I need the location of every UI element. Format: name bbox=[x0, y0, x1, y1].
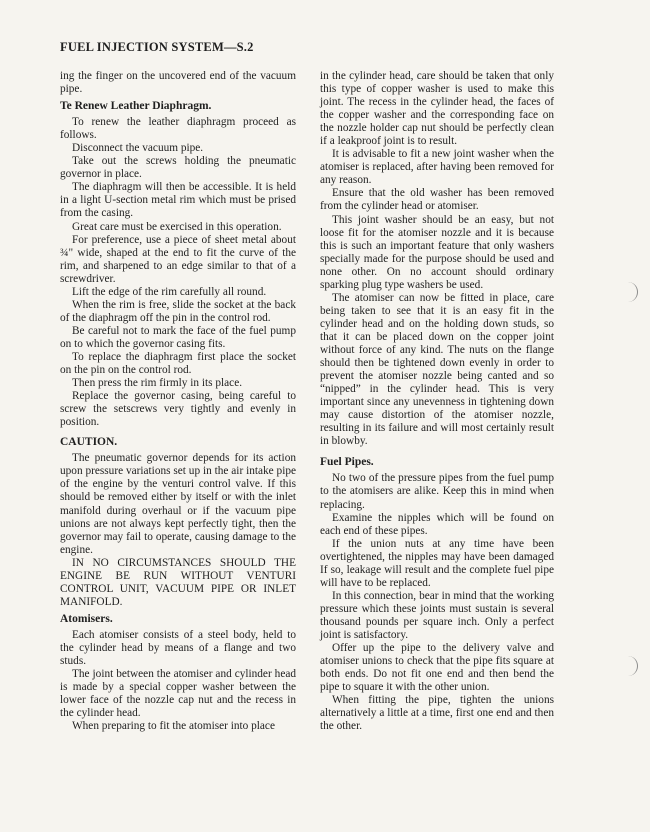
paragraph: The atomiser can now be fitted in place, care being taken to see that it is an easy fit in the cylinder head and on the holding down studs, so that it can be placed down on the copper joint without force of any kind. The nuts on the flange should then be tightened down evenly in order to prevent the atomiser nozzle being canted and so “nipped” in the cylinder head. This is very important since any unevenness in tightening down may cause distortion of the atomiser nozzle, resulting in its failure and will most certainly result in blowby. bbox=[320, 291, 554, 448]
paragraph: Be careful not to mark the face of the fuel pump on to which the governor casing fits. bbox=[60, 324, 296, 350]
section-heading: Te Renew Leather Diaphragm. bbox=[60, 100, 212, 113]
paragraph: The diaphragm will then be accessible. It is held in a light U-section metal rim which must be prised from the casing. bbox=[60, 181, 296, 220]
paragraph: Lift the edge of the rim carefully all round. bbox=[72, 285, 267, 298]
paragraph: To renew the leather diaphragm proceed as follows. bbox=[60, 116, 296, 142]
paragraph: Examine the nipples which will be found on each end of these pipes. bbox=[320, 511, 554, 537]
paragraph: Each atomiser consists of a steel body, held to the cylinder head by means of a flange and two studs. bbox=[60, 628, 296, 668]
paragraph: When preparing to fit the atomiser into place bbox=[72, 720, 275, 733]
page-header: FUEL INJECTION SYSTEM—S.2 bbox=[60, 40, 254, 54]
paragraph: If the union nuts at any time have been overtightened, the nipples may have been damaged If so, leakage will result and the complete fuel pipe will have to be replaced. bbox=[320, 537, 554, 589]
paragraph: Then press the rim firmly in its place. bbox=[72, 377, 243, 390]
paragraph: The joint between the atomiser and cylinder head is made by a special copper washer between the lower face of the nozzle cap nut and the recess in the cylinder head. bbox=[60, 668, 296, 720]
paragraph: To replace the diaphragm first place the socket on the pin on the control rod. bbox=[60, 350, 296, 377]
paragraph: Great care must be exercised in this operation. bbox=[72, 220, 282, 233]
paragraph: in the cylinder head, care should be taken that only this type of copper washer is used to make this joint. The recess in the cylinder head, the faces of the copper washer and the corresponding face on the nozzle holder cap nut should be perfectly clean if a leakproof joint is to result. bbox=[320, 70, 554, 148]
left-column bbox=[60, 70, 296, 733]
paragraph: When the rim is free, slide the socket at the back of the diaphragm off the pin in the control rod. bbox=[60, 298, 296, 324]
paragraph: When fitting the pipe, tighten the unions alternatively a little at a time, first one end and then the other. bbox=[320, 694, 554, 733]
paragraph: Offer up the pipe to the delivery valve and atomiser unions to check that the pipe fits square at both ends. Do not fit one end and then bend the pipe to square it with the other union. bbox=[320, 642, 554, 694]
paragraph: Disconnect the vacuum pipe. bbox=[72, 142, 204, 155]
right-column bbox=[320, 70, 554, 733]
paragraph: Replace the governor casing, being careful to screw the setscrews very tightly and evenly in position. bbox=[60, 390, 296, 429]
paragraph: In this connection, bear in mind that the working pressure which these joints must sustain is several thousand pounds per square inch. Only a perfect joint is satisfactory. bbox=[320, 589, 554, 641]
paragraph: ing the finger on the uncovered end of the vacuum pipe. bbox=[60, 70, 296, 96]
section-heading: CAUTION. bbox=[60, 436, 118, 449]
section-heading: Fuel Pipes. bbox=[320, 456, 374, 469]
paragraph: No two of the pressure pipes from the fuel pump to the atomisers are alike. Keep this in mind when replacing. bbox=[320, 472, 554, 511]
punch-hole-mark bbox=[625, 656, 638, 676]
paragraph: The pneumatic governor depends for its action upon pressure variations set up in the air intake pipe of the engine by the venturi control valve. If this should be removed either by itself or with the inlet manifold during overhaul or if the vacuum pipe unions are not always kept perfectly tight, then the governor may fail to operate, causing damage to the engine. bbox=[60, 452, 296, 556]
paragraph: Take out the screws holding the pneumatic governor in place. bbox=[60, 155, 296, 181]
paragraph: IN NO CIRCUMSTANCES SHOULD THE ENGINE BE RUN WITHOUT VENTURI CONTROL UNIT, VACUUM PIPE OR INLET MANIFOLD. bbox=[60, 556, 296, 608]
paragraph: This joint washer should be an easy, but not loose fit for the atomiser nozzle and it is because this is such an important feature that only washers specially made for the purpose should be used and none other. On no account should ordinary sparking plug type washers be used. bbox=[320, 213, 554, 291]
paragraph: For preference, use a piece of sheet metal about ¾" wide, shaped at the end to fit the curve of the rim, and sharpened to an edge similar to that of a screwdriver. bbox=[60, 233, 296, 285]
paragraph: It is advisable to fit a new joint washer when the atomiser is replaced, after having been removed for any reason. bbox=[320, 148, 554, 187]
punch-hole-mark bbox=[625, 282, 638, 302]
section-heading: Atomisers. bbox=[60, 612, 113, 625]
paragraph: Ensure that the old washer has been removed from the cylinder head or atomiser. bbox=[320, 187, 554, 213]
